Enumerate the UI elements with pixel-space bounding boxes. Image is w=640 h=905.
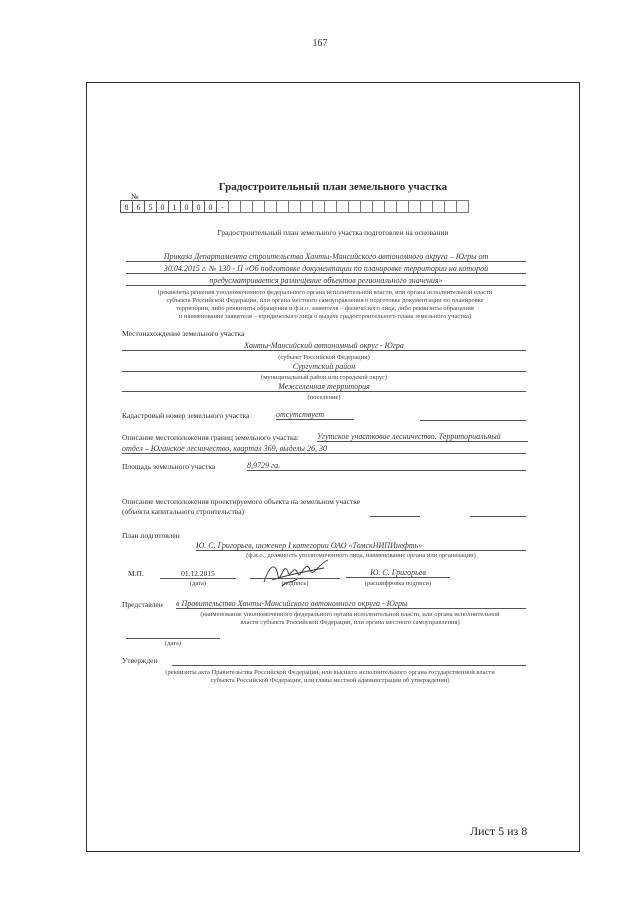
sheet-number: Лист 5 из 8	[470, 824, 528, 838]
signature-caption: (подпись)	[281, 580, 309, 587]
settlement-value: Межселенная территория	[122, 382, 526, 392]
plan-number-digit: 0	[192, 200, 205, 213]
order-text-line-1: Приказа Департамента строительства Ханты-Мансийского автономного округа – Югры от	[126, 252, 526, 262]
order-text-line-2: 30.04.2015 г. № 130 - П «Об подготовке документации по планировке территории на которой	[126, 264, 526, 274]
plan-number-digit: 0	[180, 200, 193, 213]
plan-number-boxes	[120, 200, 468, 214]
mp-label: М.П.	[128, 569, 144, 578]
order-caption-4: и наименование заявителя – юридического лица о выдаче градостроительного плана земельного участка)	[178, 313, 472, 320]
document-title: Градостроительный план земельного участка	[218, 181, 448, 193]
date-caption: (дата)	[189, 580, 207, 587]
submitted-label: Представлен	[122, 600, 163, 609]
cadastral-value: отсутствует	[276, 410, 354, 420]
order-caption-1: (реквизиты решения уполномоченного федерального органа исполнительной власти, или органа исполнительной власти	[157, 289, 493, 296]
plan-number-digit: 5	[144, 200, 157, 213]
prepared-by-caption: (ф.и.о., должность уполномоченного лица, наименование органа или организации)	[246, 552, 476, 559]
plan-number-digit: 0	[156, 200, 169, 213]
signer-caption: (расшифровка подписи)	[364, 580, 432, 587]
plan-number-digit: 8	[120, 200, 133, 213]
approved-label: Утвержден	[122, 656, 158, 665]
approved-caption-2: субъекта Российской Федерации, или главы местной администрации об утверждении)	[210, 677, 450, 684]
district-value: Сургутский район	[122, 362, 526, 372]
submitted-value: в Правительство Ханты-Мансийского автономного округа - Югры	[176, 599, 526, 609]
cadastral-extra-line	[420, 420, 526, 421]
settlement-caption: (поселение)	[307, 394, 341, 401]
plan-number-digit: 1	[168, 200, 181, 213]
subject-caption: (субъект Российской Федерации)	[278, 354, 370, 361]
date-value: 01.12.2015	[160, 569, 236, 579]
plan-number-empty-box	[456, 200, 469, 213]
prepared-basis-label: Градостроительный план земельного участка подготовлен на основании	[217, 228, 449, 237]
district-caption: (муниципальный район или городской округ)	[261, 374, 387, 381]
cadastral-label: Кадастровый номер земельного участка	[122, 411, 250, 420]
order-caption-2: субъекта Российской Федерации, или органа местного самоуправления о подготовке документации по планировке	[166, 297, 484, 304]
plan-number-label: №	[131, 192, 139, 201]
page-number: 167	[312, 38, 328, 49]
prepared-by-value: Ю. С. Григорьев, инженер I категории ОАО «ТомскНИПИнефть»	[196, 541, 526, 551]
approved-caption-1: (реквизиты акта Правительства Российской Федерации, или высшего исполнительного органа государственной власти	[165, 669, 495, 676]
boundaries-value-1: Угутское участковое лесничество. Территориальный	[317, 432, 528, 442]
signer-value: Ю. С. Григорьев	[346, 568, 450, 578]
area-label: Площадь земельного участка	[122, 462, 216, 471]
order-text-line-3: предусматривается размещение объектов регионального значения»	[126, 276, 526, 286]
object-line-1	[370, 516, 420, 517]
submitted-caption-2: власти субъекта Российской Федерации, или органа местного самоуправления)	[240, 619, 460, 626]
object-label-1: Описание местоположения проектируемого объекта на земельном участке	[122, 497, 361, 506]
plan-number-digit: 0	[204, 200, 217, 213]
object-line-2	[470, 516, 526, 517]
object-label-2: (объекта капитального строительства)	[122, 507, 245, 516]
boundaries-label: Описание местоположения границ земельного участка:	[122, 433, 299, 442]
plan-number-digit: -	[216, 200, 229, 213]
location-label: Местонахождение земельного участка	[122, 329, 245, 338]
signature-line	[250, 578, 340, 579]
area-value: 8,9729 га.	[247, 461, 526, 471]
boundaries-value-2: отдел – Юганское лесничество, квартал 369, выделы 26, 30	[122, 444, 526, 454]
subject-value: Ханты-Мансийский автономный округ - Югра	[122, 341, 526, 351]
plan-number-digit: 6	[132, 200, 145, 213]
submitted-caption-1: (наименование уполномоченного федерального органа исполнительной власти, или органа исполнительной	[200, 611, 500, 618]
order-caption-3: территории, либо реквизиты обращения и ф.и.о. заявителя – физического лица, либо реквизиты обращения	[176, 305, 474, 312]
submitted-date-line	[126, 638, 220, 639]
submitted-date-caption: (дата)	[164, 640, 182, 647]
prepared-by-label: План подготовлен	[122, 531, 180, 540]
approved-line	[172, 665, 526, 666]
